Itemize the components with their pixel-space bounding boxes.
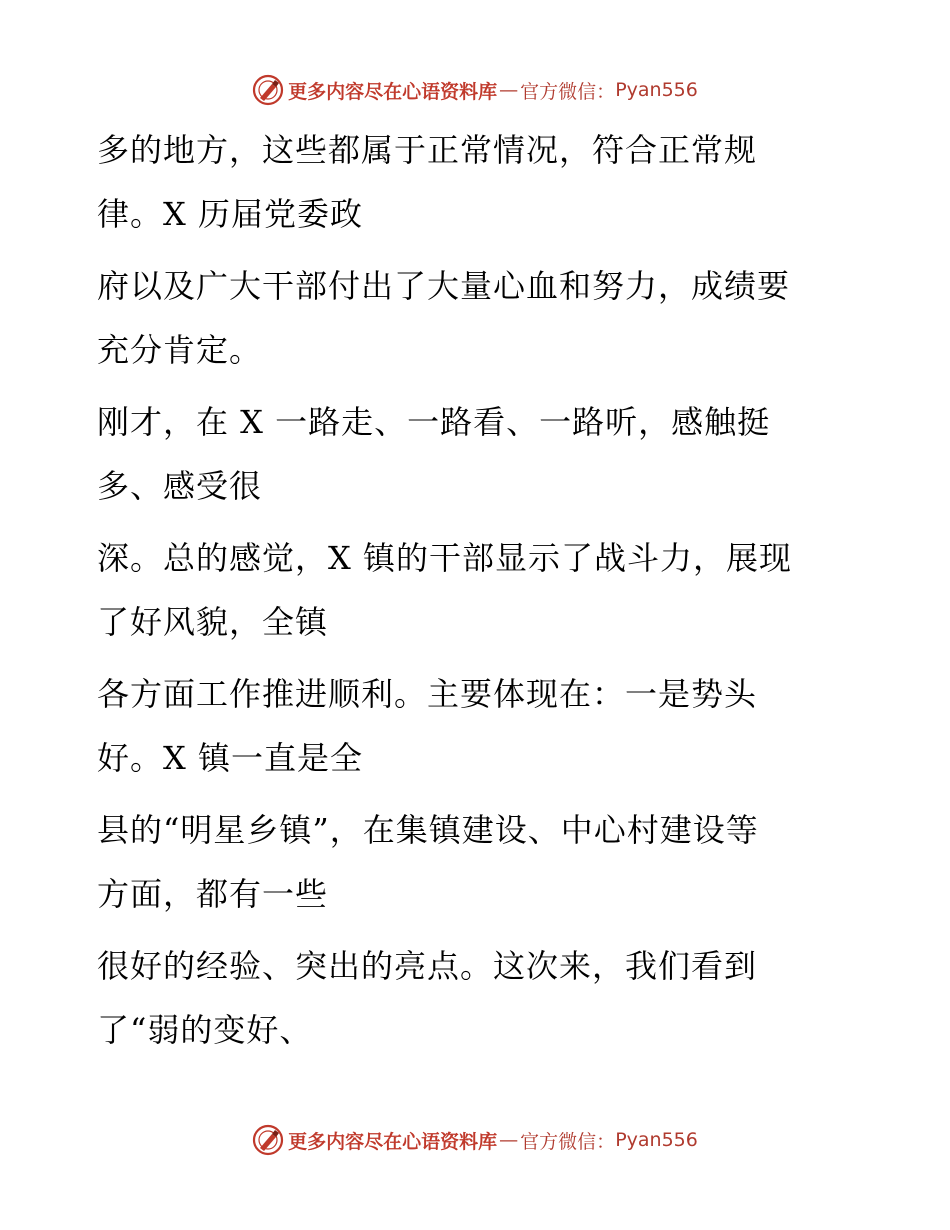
text-line: 刚才，在 X 一路走、一路看、一路听，感触挺 <box>97 403 771 441</box>
watermark-brand: 更多内容尽在心语资料库 <box>288 1130 498 1153</box>
header-watermark <box>0 70 950 110</box>
watermark-official-label: 官方微信： <box>520 80 616 103</box>
document-body <box>97 118 857 1062</box>
text-line: 了好风貌，全镇 <box>97 603 329 641</box>
watermark-brand: 更多内容尽在心语资料库 <box>288 80 498 103</box>
watermark-separator: — <box>499 1129 519 1151</box>
text-line: 好。X 镇一直是全 <box>97 739 363 777</box>
pen-logo-icon <box>252 1124 284 1156</box>
watermark-official-label: 官方微信： <box>520 1130 616 1153</box>
text-line: 很好的经验、突出的亮点。这次来，我们看到 <box>97 947 758 985</box>
pen-logo-icon <box>252 74 284 106</box>
watermark-separator: — <box>499 79 519 101</box>
footer-watermark <box>0 1120 950 1160</box>
watermark-wechat-id: Pyan556 <box>615 79 698 101</box>
text-line: 方面，都有一些 <box>97 875 329 913</box>
text-line: 多的地方，这些都属于正常情况，符合正常规 <box>97 131 758 169</box>
text-line: 深。总的感觉，X 镇的干部显示了战斗力，展现 <box>97 539 792 577</box>
watermark-wechat-id: Pyan556 <box>615 1129 698 1151</box>
text-line: 了“弱的变好、 <box>97 1011 313 1049</box>
text-line: 县的“明星乡镇”，在集镇建设、中心村建设等 <box>97 811 759 849</box>
text-line: 多、感受很 <box>97 467 263 505</box>
text-line: 律。X 历届党委政 <box>97 195 363 233</box>
text-line: 府以及广大干部付出了大量心血和努力，成绩要 <box>97 267 791 305</box>
text-line: 各方面工作推进顺利。主要体现在：一是势头 <box>97 675 758 713</box>
text-line: 充分肯定。 <box>97 331 263 369</box>
